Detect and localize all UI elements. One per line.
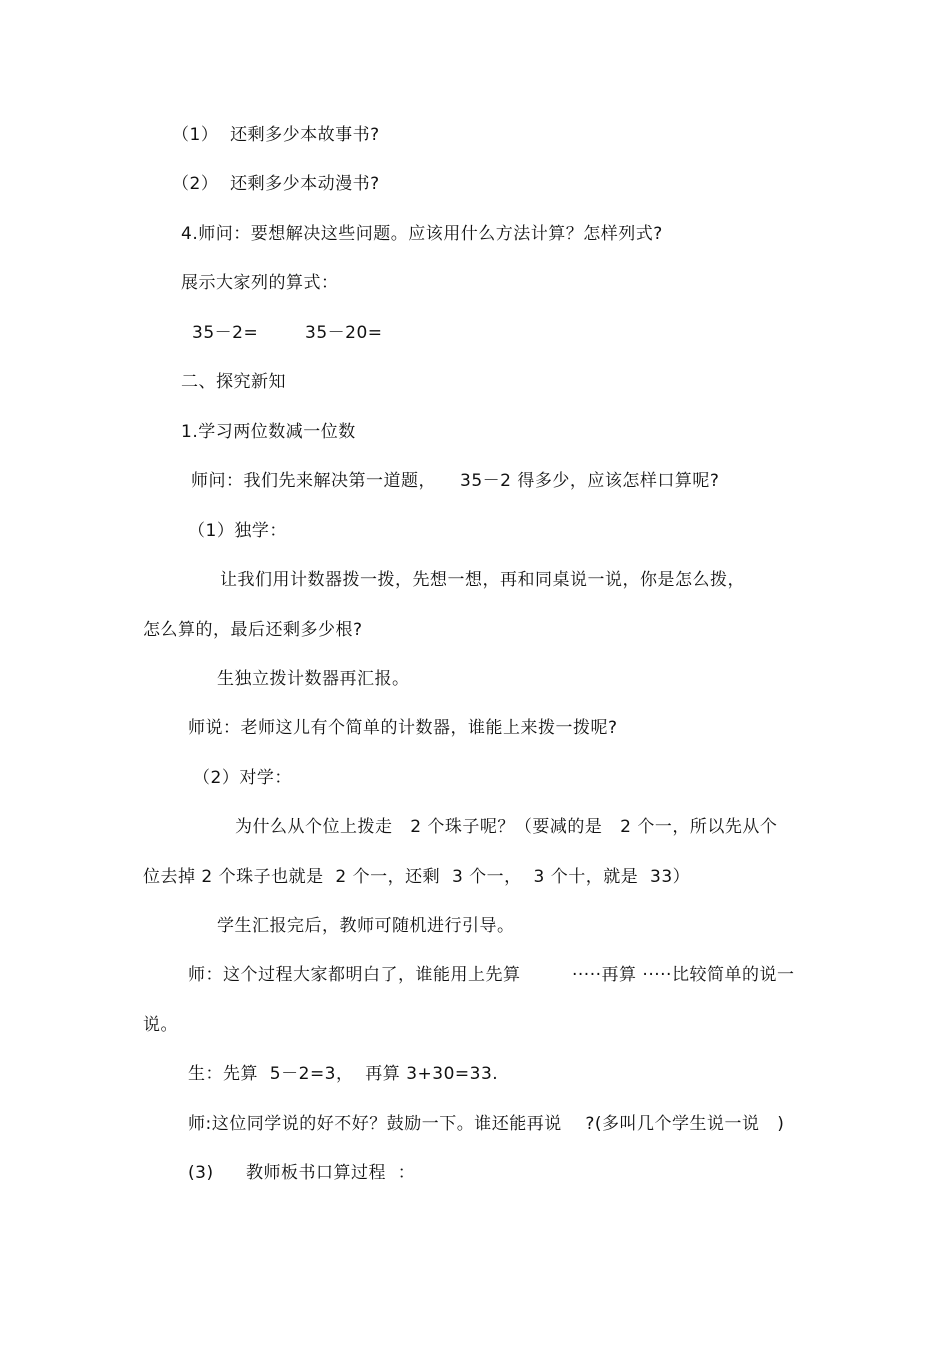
self-study-label: （1）独学： — [188, 521, 287, 541]
subheading-two-digit-minus-one: 1.学习两位数减一位数 — [181, 422, 356, 442]
formula-b: 35－20= — [305, 323, 383, 343]
paragraph-abacus-line-1: 让我们用计数器拨一拨，先想一想，再和同桌说一说，你是怎么拨， — [220, 570, 745, 590]
teacher-question-4: 4.师问：要想解决这些问题。应该用什么方法计算？怎样列式? — [181, 224, 663, 244]
student-report: 生独立拨计数器再汇报。 — [217, 669, 410, 689]
show-formulas-label: 展示大家列的算式： — [181, 273, 339, 293]
teacher-process-continuation: 说。 — [143, 1015, 178, 1035]
teacher-process-part-a: 师：这个过程大家都明白了，谁能用上先算 — [188, 965, 521, 985]
question-2: （2） 还剩多少本动漫书? — [172, 174, 380, 194]
section-heading-explore: 二、探究新知 — [181, 372, 286, 392]
teacher-ask-part-a: 师问：我们先来解决第一道题， — [191, 471, 436, 491]
paragraph-abacus-line-2: 怎么算的，最后还剩多少根? — [143, 620, 363, 640]
teacher-ask-part-b: 35－2 得多少，应该怎样口算呢? — [460, 471, 720, 491]
paragraph-why-line-1: 为什么从个位上拨走 2 个珠子呢？（要减的是 2 个一，所以先从个 — [235, 817, 778, 837]
paragraph-why-line-2: 位去掉 2 个珠子也就是 2 个一，还剩 3 个一， 3 个十，就是 33） — [143, 867, 691, 887]
student-calculation: 生：先算 5－2=3， 再算 3+30=33. — [188, 1064, 499, 1084]
step-3-text: 教师板书口算过程 ： — [246, 1163, 416, 1183]
pair-study-label: （2）对学： — [193, 768, 292, 788]
teacher-process-part-b: ·····再算 ·····比较简单的说一 — [572, 965, 795, 985]
teacher-encourage: 师:这位同学说的好不好？鼓励一下。谁还能再说 ?(多叫几个学生说一说 ) — [188, 1114, 785, 1134]
step-3-number: (3) — [188, 1163, 214, 1183]
teacher-says-abacus: 师说：老师这儿有个简单的计数器，谁能上来拨一拨呢? — [188, 718, 618, 738]
after-report: 学生汇报完后，教师可随机进行引导。 — [217, 916, 515, 936]
question-1: （1） 还剩多少本故事书? — [172, 125, 380, 145]
formula-a: 35－2= — [192, 323, 259, 343]
